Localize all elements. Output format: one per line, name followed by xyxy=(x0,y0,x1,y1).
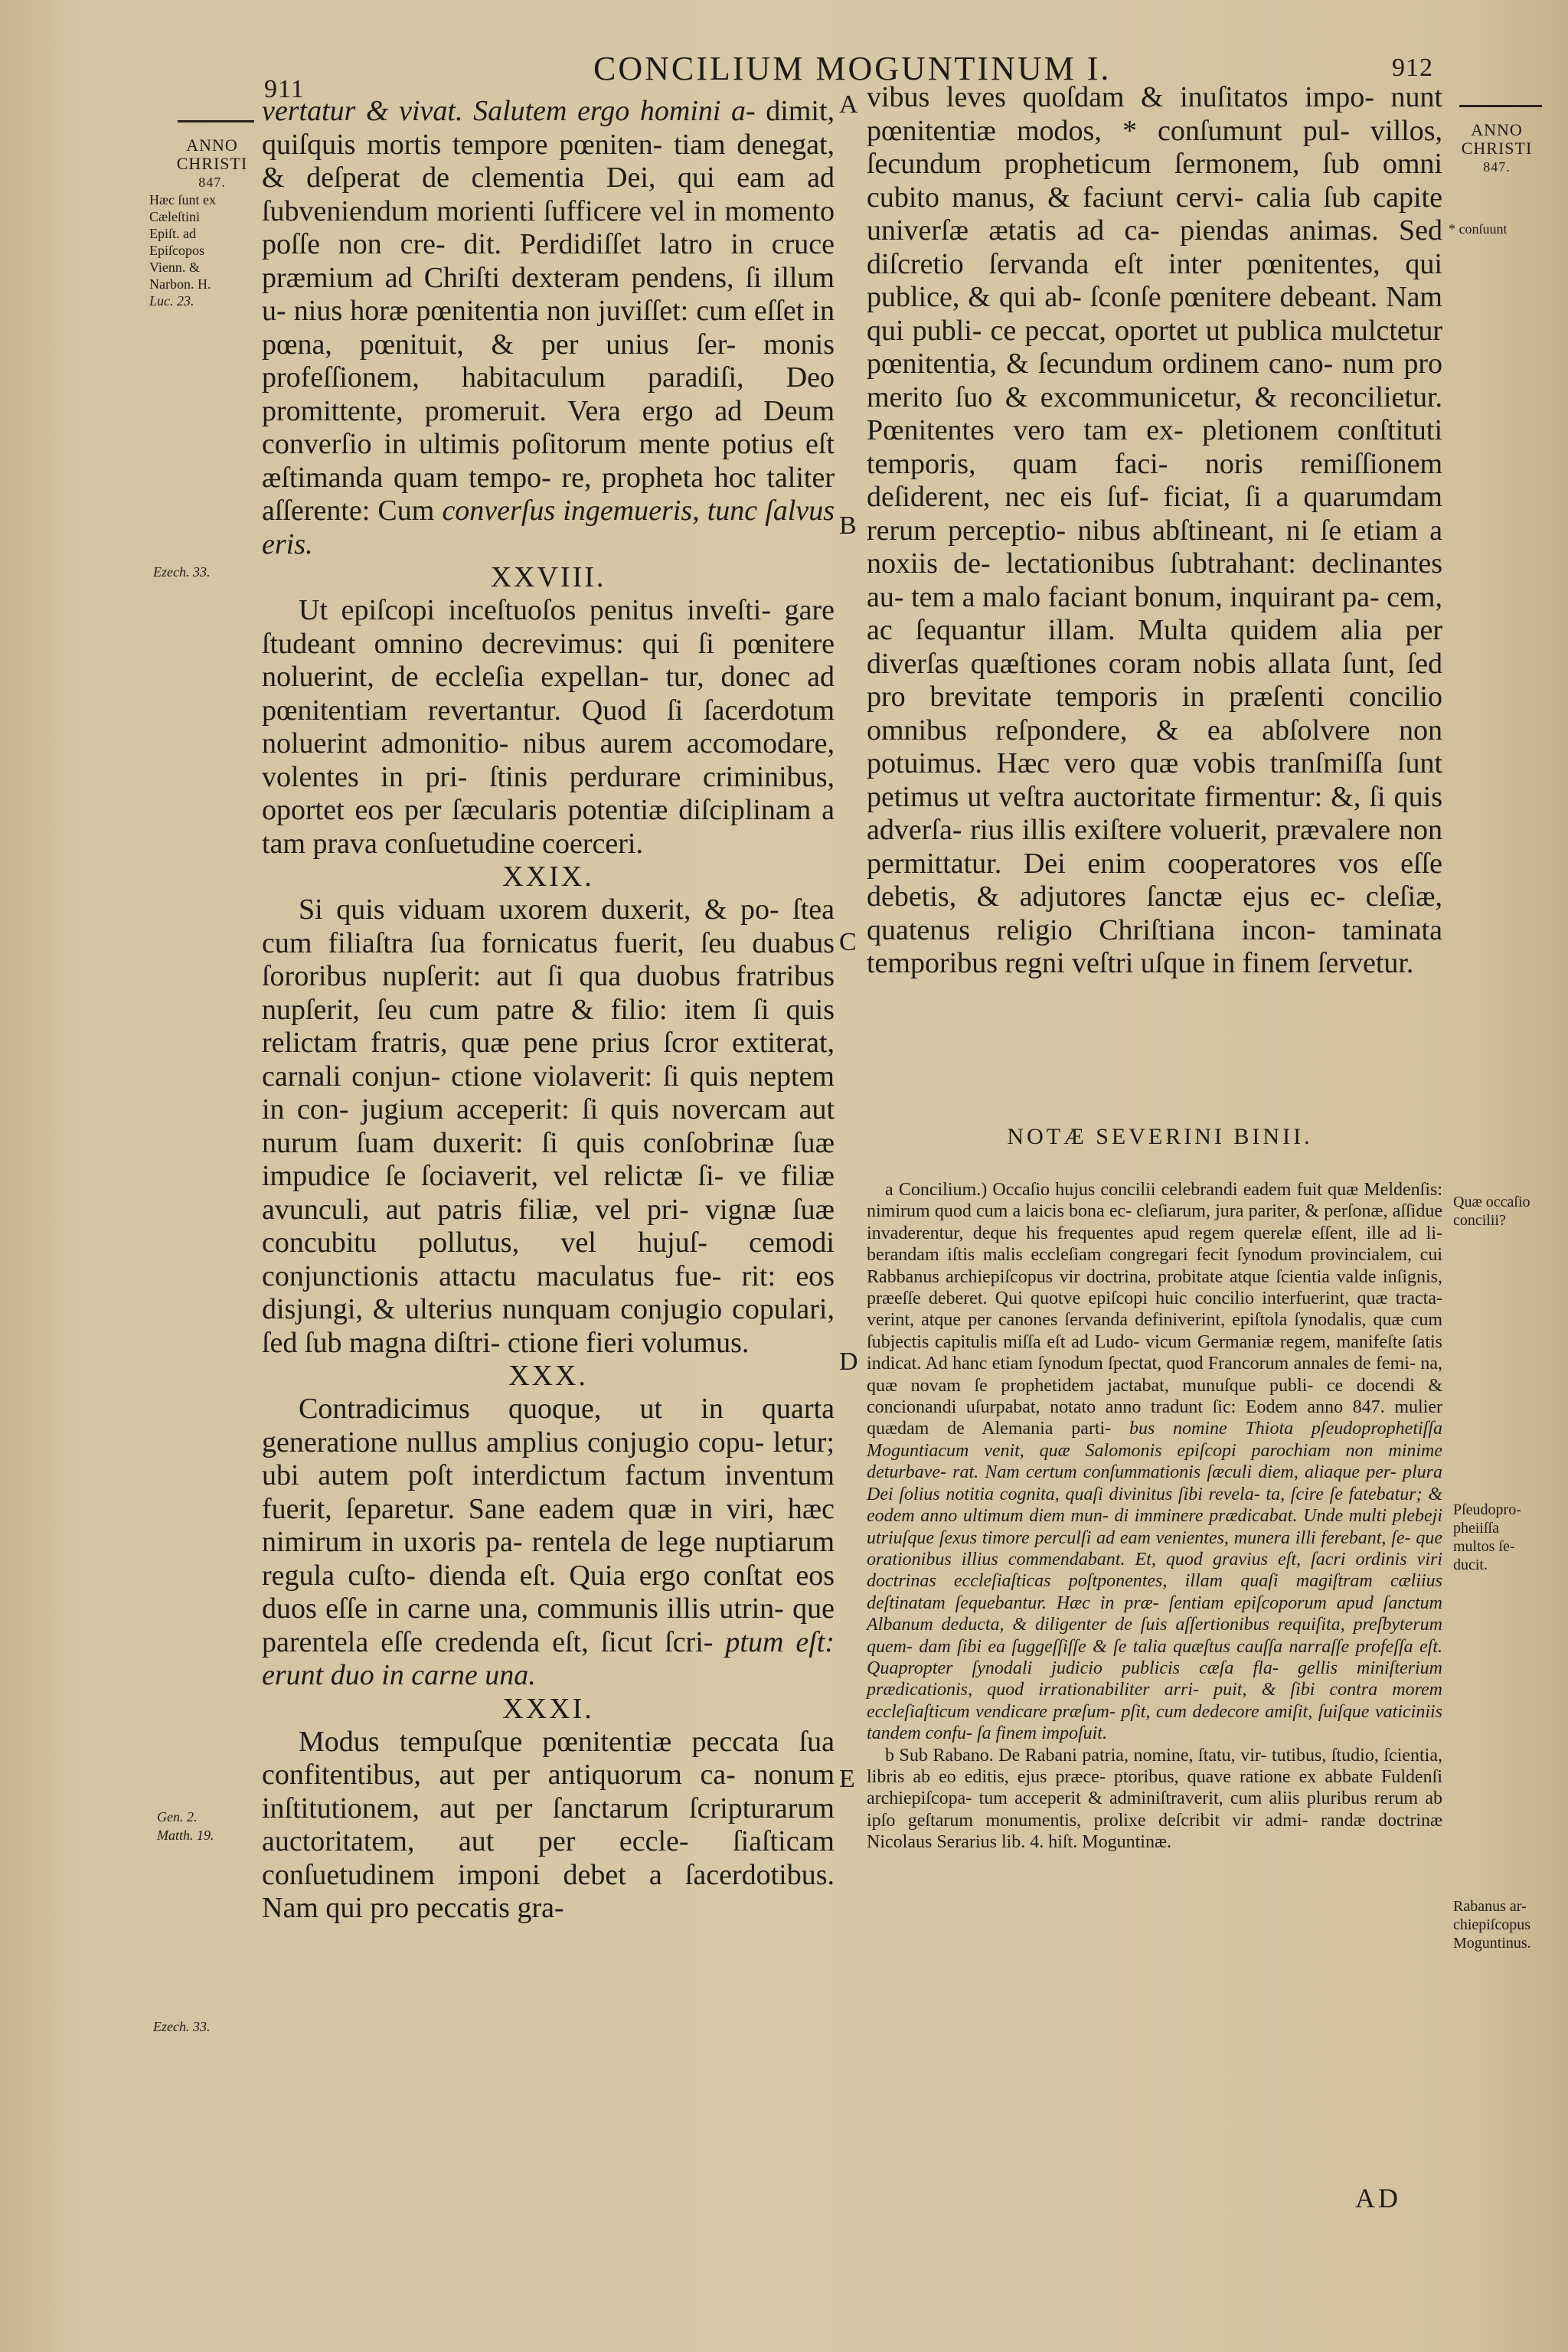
ref-ezechiel-1: Ezech. 33. xyxy=(153,564,211,580)
text-line: tem a malo faciant bonum, inquirant pa- xyxy=(911,580,1387,613)
text-line: & reconcilietur. Pœnitentes vero tam ex- xyxy=(867,381,1443,446)
text-line: dienda eſt. Quia ergo conſtat eos duos xyxy=(262,1559,835,1625)
text-line: pœnitentia, & ſecundum ordinem cano- xyxy=(867,348,1343,380)
text-line: rius illis exiſtere voluerit, prævalere non xyxy=(970,814,1442,846)
running-title: CONCILIUM MOGUNTINUM I. xyxy=(593,50,1112,87)
note-line: ab ipſo geſtarum monumentis, prolixe deſcribit vir admi- xyxy=(867,1788,1443,1831)
text-line: ſufficere vel in momento poſſe non cre- xyxy=(262,194,835,260)
text-line: auctoritate firmentur: &, ſi quis adverſa- xyxy=(867,780,1442,846)
note-line: ta, ſcire ſe fatebatur; & eodem anno ultimum diem mun- xyxy=(867,1484,1442,1527)
text-line: piendas animas. Sed diſcretio ſervanda eſt xyxy=(867,214,1442,280)
note-a xyxy=(867,1179,1442,1745)
note-line: Epiſcopos xyxy=(149,243,204,258)
section-letter-a: A xyxy=(839,90,858,119)
text-line: converſus ingemueris, tunc ſalvus eris. xyxy=(262,495,835,560)
note-line: que orationibus illius commendabant. Et, quod gravius eſt, xyxy=(867,1527,1442,1570)
chapter-heading-31: XXXI. xyxy=(502,1692,594,1725)
text-line: duobus fratribus nupſerit, ſeu cum patre xyxy=(262,960,835,1026)
text-line: num pro merito ſuo & excommunicetur, xyxy=(867,348,1442,413)
text-line: ad Deum converſio in ultimis poſitorum xyxy=(262,394,835,460)
text-line: villos, ſecundum propheticum ſermonem, xyxy=(867,114,1442,180)
left-source-note xyxy=(149,191,256,309)
note-line: fuit quæ Meldenſis: nimirum quod cum a laicis bona ec- xyxy=(867,1180,1442,1222)
text-line: pœnitere noluerint, de eccleſia expellan- xyxy=(262,627,835,693)
text-line: mente potius eſt æſtimanda quam tempo- xyxy=(262,428,835,494)
note-line: quaſi magiſtram cæliius deſtinatam ſequebantur. Hæc in præ- xyxy=(867,1571,1442,1613)
text-line: tur, donec ad pœnitentiam revertantur. xyxy=(262,661,835,727)
gloss-line: concilii? xyxy=(1453,1212,1506,1229)
text-line: nonum inſtitutionem, aut per ſanctarum xyxy=(262,1759,835,1824)
right-page-number: 912 xyxy=(1392,54,1433,82)
text-line: vibus leves quoſdam & inuſitatos impo- xyxy=(867,81,1391,113)
chapter-heading-28: XXVIII. xyxy=(490,561,606,593)
note-line: na, quæ novam ſe prophetidem jactabat, munuſque publi- xyxy=(867,1354,1443,1396)
text-line: rit: eos disjungi, & ulterius nunquam xyxy=(262,1259,835,1325)
note-line: provincialem, cui Rabbanus archiepiſcopus vir doctrina, xyxy=(867,1245,1442,1287)
text-line: nibus aurem accomodare, volentes in pri- xyxy=(262,727,835,793)
text-line: que parentela eſſe credenda eſt, ſicut ſcri- xyxy=(262,1592,835,1658)
text-line: ſconſe pœnitere debeant. Nam qui publi- xyxy=(867,281,1442,347)
note-line: ptoribus, quave ratione ex abbate Fuldenſi archiepiſcopa- xyxy=(867,1766,1442,1809)
note-line: diligenter de ſuis aſſertionibus requiſita, preſbyterum quem- xyxy=(867,1615,1442,1657)
note-line: Vienn. & xyxy=(149,260,200,275)
chapter-heading-30: XXX. xyxy=(508,1360,588,1392)
right-column xyxy=(867,81,1442,981)
note-line: tum acceperit & adminiſtraverit, cum aliis pluribus rerum xyxy=(978,1788,1426,1809)
gloss-line: Rabanus ar- xyxy=(1453,1898,1527,1915)
gloss-line: pheiiſſa xyxy=(1453,1520,1499,1537)
ref-genesis: Gen. 2. xyxy=(157,1809,198,1824)
note-b xyxy=(867,1745,1442,1854)
text-line: ſub omni cubito manus, & faciunt cervi- xyxy=(867,148,1442,214)
text-line: ſiaſticam conſuetudinem imponi debet a xyxy=(262,1825,835,1891)
left-header-rule xyxy=(178,120,254,122)
note-line: ce docendi & concionandi uſurpabat, notato anno tradunt xyxy=(867,1375,1442,1418)
text-line: Quod ſi ſacerdotum noluerint admonitio- xyxy=(262,694,835,760)
text-line: ve filiæ avunculi, aut patris filiæ, vel pri- xyxy=(262,1160,835,1226)
text-line: ſua confitentibus, aut per antiquorum ca- xyxy=(262,1725,835,1791)
note-line: Epiſt. ad xyxy=(149,226,196,241)
text-line: nurum ſuam duxerit: ſi quis conſobrinæ xyxy=(262,1126,793,1159)
text-line: dit. Perdidiſſet latro in cruce præmium xyxy=(262,228,835,294)
text-line: eſſe in carne una, communis illis utrin- xyxy=(325,1592,793,1625)
section-letter-c: C xyxy=(839,928,857,956)
text-line: Deo promittente, promeruit. Vera ergo xyxy=(262,361,835,427)
ref-ezechiel-2: Ezech. 33. xyxy=(153,2019,211,2034)
text-line: ficiat, ſi a quarumdam rerum perceptio- xyxy=(867,481,1442,547)
chapter-31-text xyxy=(262,1726,835,1926)
text-line: vignæ ſuæ concubitu pollutus, vel hujuſ- xyxy=(262,1193,835,1259)
text-line: ce peccat, oportet ut publica mulctetur xyxy=(990,314,1442,347)
text-line: pletionem conſtituti temporis, quam faci- xyxy=(867,414,1442,480)
christi-label: CHRISTI xyxy=(1461,139,1533,158)
text-line: cem, ac ſequantur illam. Multa quidem xyxy=(867,580,1442,646)
note-line: Hæc ſunt ex xyxy=(149,192,216,207)
note-line: puit, & ſibi contra morem eccleſiaſticum vendicare præſum- xyxy=(867,1680,1443,1722)
chapter-31-continued-text xyxy=(867,81,1442,981)
anno-label: ANNO xyxy=(1471,120,1523,139)
section-letter-e: E xyxy=(839,1765,855,1793)
text-line: ad Chriſti dexteram pendens, ſi illum u- xyxy=(262,261,835,327)
notes-title: NOTÆ SEVERINI BINII. xyxy=(1007,1124,1313,1149)
note-line: etiam ſynodum ſpectat, quod Francorum annales de femi- xyxy=(991,1354,1421,1374)
note-line: quæ Salomonis epiſcopi parochiam non minime deturbave- xyxy=(867,1440,1443,1483)
chapter-30-text xyxy=(262,1393,835,1693)
note-line: di imminere prædicabat. Unde multi plebeji utriuſque ſexus xyxy=(867,1506,1443,1548)
text-line: quæ in viri, hæc nimirum in uxoris pa- xyxy=(262,1492,835,1558)
text-line: taminata temporibus regni veſtri uſque in xyxy=(867,913,1442,979)
note-line: ſentiam epiſcoporum apud ſanctum Albanum deducta, & xyxy=(867,1592,1443,1635)
note-line: ſynodalis, quæ cum ſubjectis capitulis miſſa eſt ad Ludo- xyxy=(867,1310,1443,1352)
note-line: bus nomine Thiota pſeudoprophetiſſa Moguntiacum venit, xyxy=(867,1419,1442,1461)
text-line: Si quis viduam uxorem duxerit, & po- xyxy=(299,893,793,926)
gloss-line: chiepiſcopus xyxy=(1453,1916,1531,1933)
gloss-line: Quæ occaſio xyxy=(1453,1194,1530,1210)
text-line: cleſiæ, quatenus religio Chriſtiana incon- xyxy=(867,880,1442,946)
gloss-line: Moguntinus. xyxy=(1453,1935,1531,1952)
text-line: ſuæ impudice ſe ſociaverit, vel relictæ ſi- xyxy=(262,1126,835,1192)
chapter-28-text xyxy=(262,594,835,861)
text-line: prava conſuetudine coerceri. xyxy=(312,827,643,860)
text-line: Contradicimus quoque, ut in quarta xyxy=(299,1393,835,1425)
note-line: pſit, cum dedecore amiſit, ſuiſque vaticiniis tandem confu- xyxy=(867,1701,1442,1744)
text-line: calia ſub capite univerſæ ætatis ad ca- xyxy=(867,181,1442,247)
text-line: ſtinis perdurare criminibus, oportet eos xyxy=(262,760,835,826)
text-line: ctione fieri volumus. xyxy=(507,1326,750,1359)
notes-body xyxy=(867,1179,1442,1854)
note-line: Luc. 23. xyxy=(149,293,194,309)
anno-label: ANNO xyxy=(186,136,238,155)
note-line: probitate atque ſcientia valde inſignis, præeſſe deberet. xyxy=(867,1266,1442,1309)
gloss-pseudoprophetissa xyxy=(1453,1501,1521,1574)
text-line: & filio: item ſi quis relictam fratris, quæ xyxy=(262,993,835,1059)
text-line: nibus abſtineant, ni ſe etiam a noxiis de- xyxy=(867,514,1442,580)
left-column xyxy=(262,95,835,1926)
text-line: lectationibus ſubtrahant: declinantes au- xyxy=(867,547,1442,613)
christi-label: CHRISTI xyxy=(176,154,248,173)
text-line: inventum fuerit, ſeparetur. Sane eadem xyxy=(262,1459,835,1525)
right-header-rule xyxy=(1459,105,1542,107)
chapter-heading-29: XXIX. xyxy=(502,861,594,893)
text-line: gare ſtudeant omnino decrevimus: qui ſi xyxy=(262,594,835,660)
note-line: cleſiarum, jura pariter, & perſonæ, aſſidue invaderentur, xyxy=(867,1201,1442,1243)
chapter-27-text xyxy=(262,95,835,561)
gloss-line: multos ſe- xyxy=(1453,1538,1515,1555)
note-line: ſa finem impoſuit. xyxy=(976,1723,1107,1744)
note-line: b Sub Rabano. De Rabani patria, nomine, ſtatu, vir- xyxy=(885,1745,1272,1766)
note-line: randæ doctrinæ Nicolaus Serarius lib. 4. hiſt. Moguntinæ. xyxy=(867,1810,1443,1853)
text-line: pene prius ſcror extiterat, carnali conjun- xyxy=(262,1027,835,1093)
text-line: generatione nullus amplius conjugio copu- xyxy=(262,1426,773,1459)
text-line: conjugio copulari, ſed ſub magna diſtri- xyxy=(262,1293,835,1359)
text-line: Modus tempuſque pœnitentiæ peccata xyxy=(299,1725,799,1758)
section-letter-b: B xyxy=(839,511,857,540)
note-line: Narbon. H. xyxy=(149,276,211,292)
text-line: noris remiſſionem deſiderent, nec eis ſuf- xyxy=(867,447,1442,513)
left-page-number: 911 xyxy=(264,75,305,103)
text-line: ſcripturarum auctoritatem, aut per eccle- xyxy=(262,1792,835,1857)
text-line: præſenti concilio omnibus reſpondere, & xyxy=(867,681,1442,746)
gloss-line: Pſeudopro- xyxy=(1453,1501,1521,1518)
text-line: vobis tranſmiſſa ſunt petimus ut veſtra xyxy=(867,747,1443,813)
note-line: berandam iſtis malis eccleſiam congregari fecit ſynodum xyxy=(867,1245,1311,1266)
year-label: 847. xyxy=(198,175,226,190)
text-line: vertatur & vivat. Salutem ergo homini a- xyxy=(262,95,766,127)
text-line: monis profeſſionem, habitaculum paradiſi, xyxy=(262,328,835,394)
text-line: ctione violaverit: ſi quis neptem in con- xyxy=(262,1060,835,1125)
text-line: ſeu duabus ſororibus nupſerit: aut ſi qua xyxy=(262,926,835,992)
text-line: ptum eſt: erunt duo in carne una. xyxy=(262,1625,835,1691)
text-line: alia per diverſas quæſtiones coram nobis xyxy=(867,614,1442,680)
note-line: timore perculſi ad eam venientes, munera illi ferebant, ſe- xyxy=(982,1527,1416,1548)
note-line: ſacri ordinis viri doctrinas eccleſiaſticas poſtponentes, illam xyxy=(867,1549,1442,1592)
gloss-occasio xyxy=(1453,1193,1530,1230)
text-line: tiam denegat, & deſperat de clementia xyxy=(262,128,835,194)
right-anno-christi xyxy=(1455,121,1539,176)
text-line: rentela de lege nuptiarum regula cuſto- xyxy=(262,1526,835,1592)
note-line: tutibus, ſtudio, ſcientia, libris ab eo editis, ejus præce- xyxy=(867,1745,1442,1787)
note-line: plura Dei ſolius notitia cognita, quaſi divinitus ſibi revela- xyxy=(867,1462,1442,1504)
text-line: nius horæ pœnitentia non juviſſet: cum xyxy=(293,295,754,327)
text-line: ſacerdotibus. Nam qui pro peccatis gra- xyxy=(262,1858,835,1924)
note-line: Qui quotve epiſcopi huic concilio interfuerint, quæ tracta- xyxy=(995,1289,1442,1309)
note-line: rat. Nam certum conſummationis ſæculi diem, aliaque per- xyxy=(952,1462,1403,1483)
note-line: Cæleſtini xyxy=(149,209,201,224)
ref-matthew: Matth. 19. xyxy=(157,1828,214,1843)
note-line: vicum Germaniæ regem, manifeſte ſatis indicat. Ad hanc xyxy=(867,1331,1442,1374)
gloss-rabanus xyxy=(1453,1897,1531,1952)
text-line: allata ſunt, ſed pro brevitate temporis in xyxy=(867,647,1442,713)
catchword: AD xyxy=(1355,2183,1401,2213)
note-line: dam ſibi ea ſuggeſſiſſe & ſe talia quæſtus cauſſa narraſſe xyxy=(919,1636,1356,1657)
left-anno-christi xyxy=(170,136,254,191)
note-line: profeſſa eſt. Quapropter ſynodali judicio publicis cæſa fla- xyxy=(867,1636,1442,1678)
section-letter-d: D xyxy=(839,1348,858,1376)
text-line: Dei, qui eam ad ſubveniendum morienti xyxy=(262,162,835,227)
text-line: per ſæcularis potentiæ diſciplinam a tam xyxy=(262,794,835,860)
note-line: ſic: Eodem anno 847. mulier quædam de Alemania parti- xyxy=(867,1397,1443,1439)
text-line: cemodi conjunctionis attactu maculatus fue- xyxy=(262,1227,835,1292)
text-line: inter pœnitentes, qui publice, & qui ab- xyxy=(867,247,1442,313)
text-line: permittatur. Dei enim cooperatores vos xyxy=(867,847,1401,880)
text-line: dimit, quiſquis mortis tempore pœniten- xyxy=(262,95,835,161)
gloss-consuunt: * conſuunt xyxy=(1449,221,1508,237)
note-line: gellis miniſterium prædicationis, quod irrationabiliter arri- xyxy=(867,1658,1442,1700)
text-line: finem ſervetur. xyxy=(1242,947,1414,979)
note-line: a Concilium.) Occaſio hujus concilii celebrandi eadem xyxy=(885,1180,1297,1200)
chapter-29-text xyxy=(262,893,835,1360)
year-label: 847. xyxy=(1483,159,1511,175)
text-line: re, propheta hoc taliter aſſerente: Cum xyxy=(262,461,835,527)
note-line: verint, atque per canones ſervanda definiverint, epiſtola xyxy=(867,1310,1295,1331)
text-line: eſſe debetis, & adjutores ſanctæ ejus ec- xyxy=(867,847,1442,913)
text-line: ſtea cum filiaſtra ſua fornicatus fuerit, xyxy=(262,893,835,959)
note-line: deque his frequentes apud regem querelæ eſſent, ille ad li- xyxy=(972,1223,1443,1243)
text-line: nunt pœnitentiæ modos, * conſumunt pul- xyxy=(867,81,1442,147)
text-line: letur; ubi autem poſt interdictum factum xyxy=(262,1426,835,1491)
text-line: Ut epiſcopi inceſtuoſos penitus inveſti- xyxy=(299,594,785,626)
text-line: ea abſolvere non potuimus. Hæc vero quæ xyxy=(867,714,1442,779)
text-line: jugium acceperit: ſi quis novercam aut xyxy=(361,1093,835,1125)
gloss-line: ducit. xyxy=(1453,1557,1488,1573)
text-line: eſſet in pœna, pœnituit, & per unius ſer- xyxy=(262,295,835,361)
